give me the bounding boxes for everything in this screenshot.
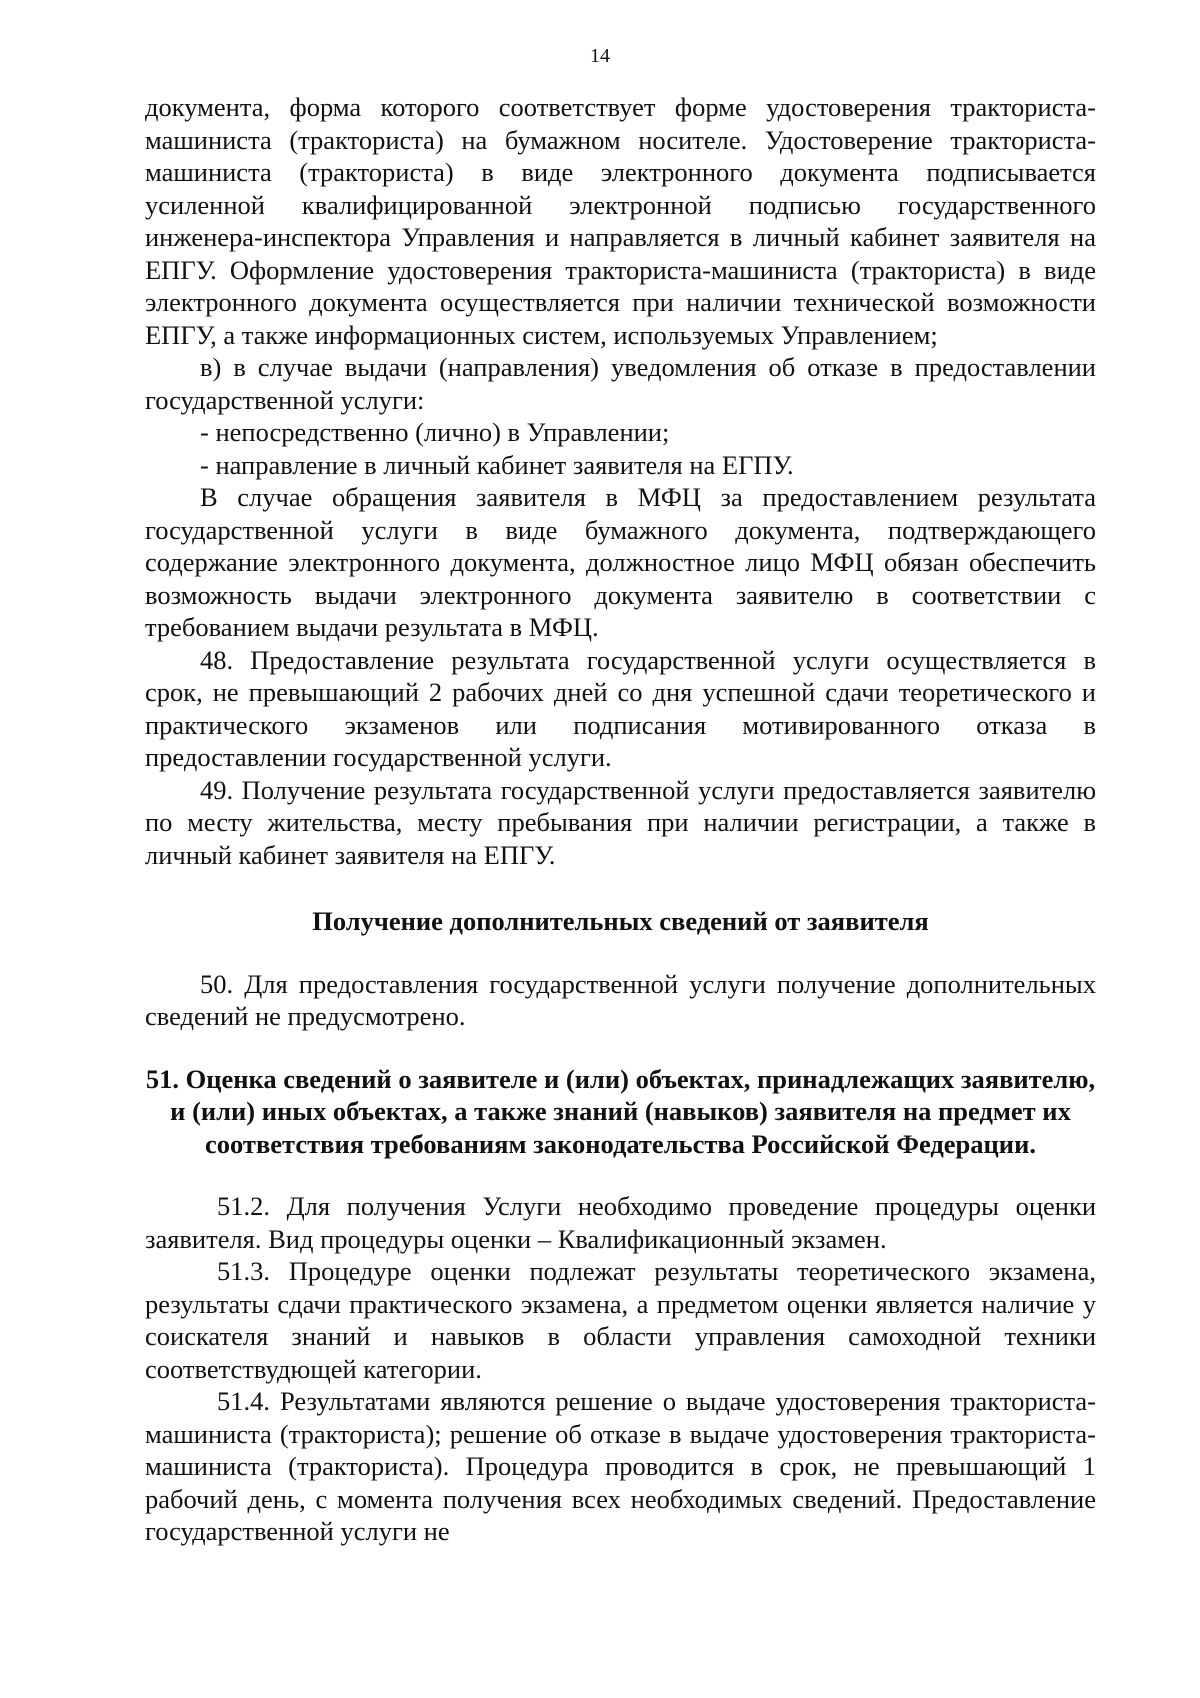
- paragraph: 51.2. Для получения Услуги необходимо проведение процедуры оценки заявителя. Вид процедуры оценки – Квалификационный экзамен.: [145, 1191, 1096, 1254]
- paragraph: документа, форма которого соответствует форме удостоверения тракториста-машиниста (тракториста) на бумажном носителе. Удостоверение тракториста-машиниста (тракториста) в виде электронного документа подписывается усиленной квалифицированной электронной подписью государственного инженера-инспектора Управления и направляется в личный кабинет заявителя на ЕПГУ. Оформление удостоверения тракториста-машиниста (тракториста) в виде электронного документа осуществляется при наличии технической возможности ЕПГУ, а также информационных систем, используемых Управлением;: [145, 92, 1096, 350]
- page-number: 14: [590, 45, 610, 67]
- paragraph: 51.3. Процедуре оценки подлежат результаты теоретического экзамена, результаты сдачи практического экзамена, а предметом оценки является наличие у соискателя знаний и навыков в области управления самоходной техники соответствудющей категории.: [145, 1256, 1096, 1384]
- paragraph: 51.4. Результатами являются решение о выдаче удостоверения тракториста-машиниста (тракториста); решение об отказе в выдаче удостоверения тракториста-машиниста (тракториста). Процедура проводится в срок, не превышающий 1 рабочий день, с момента получения всех необходимых сведений. Предоставление государственной услуги не: [145, 1386, 1096, 1546]
- paragraph: 50. Для предоставления государственной услуги получение дополнительных сведений не предусмотрено.: [145, 968, 1096, 1031]
- paragraph: 48. Предоставление результата государственной услуги осуществляется в срок, не превышающий 2 рабочих дней со дня успешной сдачи теоретического и практического экзаменов или подписания мотивированного отказа в предоставлении государственной услуги.: [145, 644, 1096, 772]
- paragraph: 49. Получение результата государственной услуги предоставляется заявителю по месту жительства, месту пребывания при наличии регистрации, а также в личный кабинет заявителя на ЕПГУ.: [145, 774, 1096, 870]
- list-item: - непосредственно (лично) в Управлении;: [200, 417, 670, 447]
- list-item: - направление в личный кабинет заявителя на ЕГПУ.: [200, 449, 794, 480]
- paragraph: В случае обращения заявителя в МФЦ за предоставлением результата государственной услуги в виде бумажного документа, подтверждающего содержание электронного документа, должностное лицо МФЦ обязан обеспечить возможность выдачи электронного документа заявителю в соответствии с требованием выдачи результата в МФЦ.: [145, 482, 1096, 642]
- document-body: [145, 91, 1096, 1548]
- section-heading: 51. Оценка сведений о заявителе и (или) объектах, принадлежащих заявителю, и (или) иных объектах, а также знаний (навыков) заявителя на предмет их соответствия требованиям законодательства Российской Федерации.: [145, 1063, 1096, 1159]
- paragraph: в) в случае выдачи (направления) уведомления об отказе в предоставлении государственной услуги:: [145, 352, 1096, 415]
- section-heading: Получение дополнительных сведений от заявителя: [312, 906, 929, 936]
